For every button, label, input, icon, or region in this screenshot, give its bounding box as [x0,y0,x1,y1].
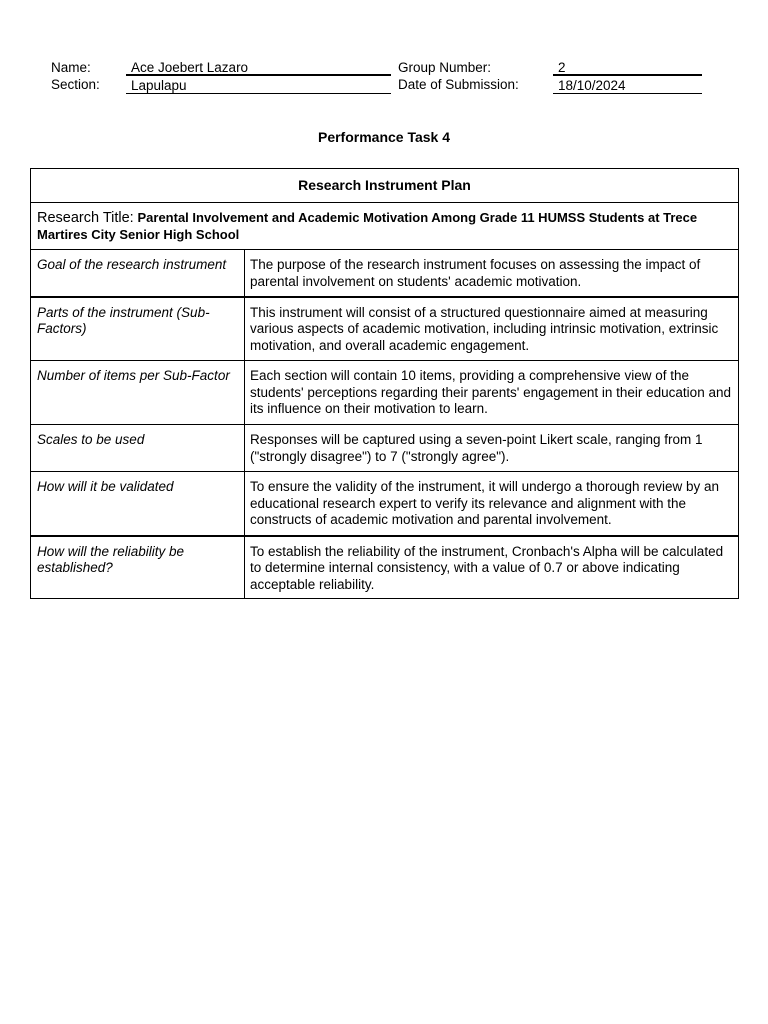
table-row [31,425,739,472]
row-value: This instrument will consist of a structured questionnaire aimed at measuring various aspects of academic motivation, including intrinsic motivation, extrinsic motivation, and overall academic engagement. [245,297,739,361]
row-value: The purpose of the research instrument focuses on assessing the impact of parental involvement on students' academic motivation. [245,250,739,297]
row-value: Each section will contain 10 items, providing a comprehensive view of the students' perceptions regarding their parents' engagement in their education and its influence on their motivation to learn. [245,361,739,425]
plan-heading-row [31,169,739,203]
research-title: Parental Involvement and Academic Motivation Among Grade 11 HUMSS Students at Trece Martires City Senior High School [37,210,698,242]
row-label: Scales to be used [31,425,245,472]
table-row [31,536,739,599]
table-row [31,250,739,297]
row-label: Parts of the instrument (Sub-Factors) [31,297,245,361]
group-number-label: Group Number: [398,60,492,75]
research-title-cell [31,203,739,250]
group-number-value: 2 [553,60,702,76]
row-value: Responses will be captured using a seven-point Likert scale, ranging from 1 ("strongly disagree") to 7 ("strongly agree"). [245,425,739,472]
section-label: Section: [51,77,100,92]
table-row [31,361,739,425]
research-instrument-plan-table [30,168,739,599]
task-title: Performance Task 4 [317,129,451,145]
table-row [31,297,739,361]
research-title-prefix: Research Title: [37,210,134,226]
row-label: Number of items per Sub-Factor [31,361,245,425]
research-title-row [31,203,739,250]
name-label: Name: [51,60,91,75]
row-value: To establish the reliability of the instrument, Cronbach's Alpha will be calculated to determine internal consistency, with a value of 0.7 or above indicating acceptable reliability. [245,536,739,599]
row-label: How will the reliability be established? [31,536,245,599]
plan-heading: Research Instrument Plan [31,169,739,203]
section-value: Lapulapu [126,78,391,94]
row-label: Goal of the research instrument [31,250,245,297]
date-of-submission-label: Date of Submission: [398,77,519,92]
row-value: To ensure the validity of the instrument, it will undergo a thorough review by an educational research expert to verify its relevance and alignment with the constructs of academic motivation and parental involvement. [245,472,739,536]
table-row [31,472,739,536]
row-label: How will it be validated [31,472,245,536]
name-value: Ace Joebert Lazaro [126,60,391,76]
date-of-submission-value: 18/10/2024 [553,78,702,94]
